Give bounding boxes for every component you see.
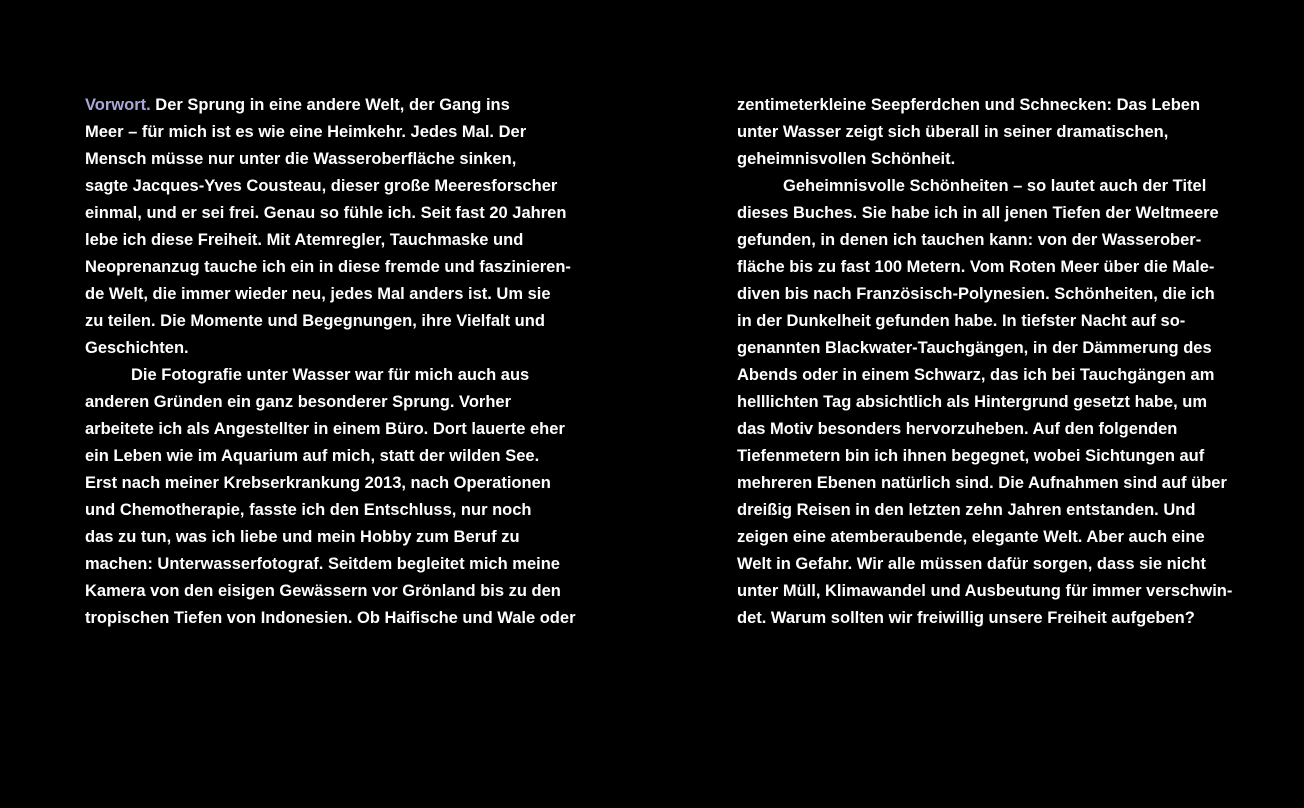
text-line (85, 362, 576, 389)
line-text: Abends oder in einem Schwarz, das ich bei Tauchgängen am (737, 366, 1215, 384)
line-text: zentimeterkleine Seepferdchen und Schnecken: Das Leben (737, 96, 1201, 114)
line-text: in der Dunkelheit gefunden habe. In tiefster Nacht auf so- (737, 312, 1186, 330)
line-text: det. Warum sollten wir freiwillig unsere Freiheit aufgeben? (737, 609, 1195, 627)
text-line (737, 443, 1232, 470)
text-line (737, 470, 1232, 497)
line-text: das zu tun, was ich liebe und mein Hobby zum Beruf zu (85, 528, 520, 546)
line-text: fläche bis zu fast 100 Metern. Vom Roten Meer über die Male- (737, 258, 1215, 276)
line-text: de Welt, die immer wieder neu, jedes Mal anders ist. Um sie (85, 285, 551, 303)
line-text: Erst nach meiner Krebserkrankung 2013, nach Operationen (85, 474, 551, 492)
text-line (85, 389, 576, 416)
text-line (737, 227, 1232, 254)
text-line (85, 200, 576, 227)
line-text: diven bis nach Französisch-Polynesien. Schönheiten, die ich (737, 285, 1215, 303)
text-line (737, 146, 1232, 173)
text-line (85, 146, 576, 173)
line-text: Kamera von den eisigen Gewässern vor Grönland bis zu den (85, 582, 561, 600)
line-text: Mensch müsse nur unter die Wasseroberfläche sinken, (85, 150, 517, 168)
line-text: unter Müll, Klimawandel und Ausbeutung für immer verschwin- (737, 582, 1233, 600)
line-text: dieses Buches. Sie habe ich in all jenen Tiefen der Weltmeere (737, 204, 1219, 222)
text-line (85, 254, 576, 281)
line-text: und Chemotherapie, fasste ich den Entschluss, nur noch (85, 501, 532, 519)
line-text: dreißig Reisen in den letzten zehn Jahren entstanden. Und (737, 501, 1196, 519)
line-text: Der Sprung in eine andere Welt, der Gang ins (150, 96, 510, 114)
text-line (737, 308, 1232, 335)
text-line (85, 416, 576, 443)
text-line (737, 524, 1232, 551)
line-text: unter Wasser zeigt sich überall in seiner dramatischen, (737, 123, 1169, 141)
text-line (737, 497, 1232, 524)
line-text: Geheimnisvolle Schönheiten – so lautet auch der Titel (783, 177, 1207, 195)
text-line (85, 227, 576, 254)
text-line (737, 254, 1232, 281)
text-line (737, 389, 1232, 416)
line-text: Die Fotografie unter Wasser war für mich auch aus (131, 366, 530, 384)
text-line (85, 443, 576, 470)
text-line (85, 119, 576, 146)
text-line (85, 173, 576, 200)
text-line (737, 92, 1232, 119)
line-text: zeigen eine atemberaubende, elegante Welt. Aber auch eine (737, 528, 1205, 546)
right-page-text (737, 92, 1232, 632)
text-line (737, 119, 1232, 146)
line-text: gefunden, in denen ich tauchen kann: von der Wasserober- (737, 231, 1202, 249)
line-text: Geschichten. (85, 339, 189, 357)
line-text: Tiefenmetern bin ich ihnen begegnet, wobei Sichtungen auf (737, 447, 1205, 465)
text-line (737, 416, 1232, 443)
text-line (85, 308, 576, 335)
line-text: mehreren Ebenen natürlich sind. Die Aufnahmen sind auf über (737, 474, 1227, 492)
line-text: genannten Blackwater-Tauchgängen, in der Dämmerung des (737, 339, 1212, 357)
line-text: das Motiv besonders hervorzuheben. Auf den folgenden (737, 420, 1178, 438)
text-line (85, 524, 576, 551)
line-text: Neoprenanzug tauche ich ein in diese fremde und faszinieren- (85, 258, 571, 276)
text-line (737, 335, 1232, 362)
text-line (737, 605, 1232, 632)
line-text: Welt in Gefahr. Wir alle müssen dafür sorgen, dass sie nicht (737, 555, 1207, 573)
section-lead-vorwort: Vorwort. (85, 96, 151, 114)
line-text: sagte Jacques-Yves Cousteau, dieser große Meeresforscher (85, 177, 558, 195)
line-text: helllichten Tag absichtlich als Hintergrund gesetzt habe, um (737, 393, 1208, 411)
line-text: arbeitete ich als Angestellter in einem Büro. Dort lauerte eher (85, 420, 565, 438)
left-page-text (85, 92, 576, 632)
text-line (85, 497, 576, 524)
line-text: machen: Unterwasserfotograf. Seitdem begleitet mich meine (85, 555, 560, 573)
text-line (85, 605, 576, 632)
line-text: zu teilen. Die Momente und Begegnungen, ihre Vielfalt und (85, 312, 545, 330)
text-line (85, 551, 576, 578)
text-line (737, 281, 1232, 308)
line-text: geheimnisvollen Schönheit. (737, 150, 956, 168)
text-line (737, 578, 1232, 605)
text-line (737, 362, 1232, 389)
line-text: Meer – für mich ist es wie eine Heimkehr. Jedes Mal. Der (85, 123, 527, 141)
text-line (85, 470, 576, 497)
line-text: anderen Gründen ein ganz besonderer Sprung. Vorher (85, 393, 512, 411)
line-text: ein Leben wie im Aquarium auf mich, statt der wilden See. (85, 447, 540, 465)
line-text: einmal, und er sei frei. Genau so fühle ich. Seit fast 20 Jahren (85, 204, 567, 222)
text-line (85, 335, 576, 362)
text-line (85, 281, 576, 308)
text-line (737, 173, 1232, 200)
text-line (85, 578, 576, 605)
text-line (85, 92, 576, 119)
line-text: lebe ich diese Freiheit. Mit Atemregler, Tauchmaske und (85, 231, 524, 249)
line-text: tropischen Tiefen von Indonesien. Ob Haifische und Wale oder (85, 609, 576, 627)
text-line (737, 551, 1232, 578)
text-line (737, 200, 1232, 227)
